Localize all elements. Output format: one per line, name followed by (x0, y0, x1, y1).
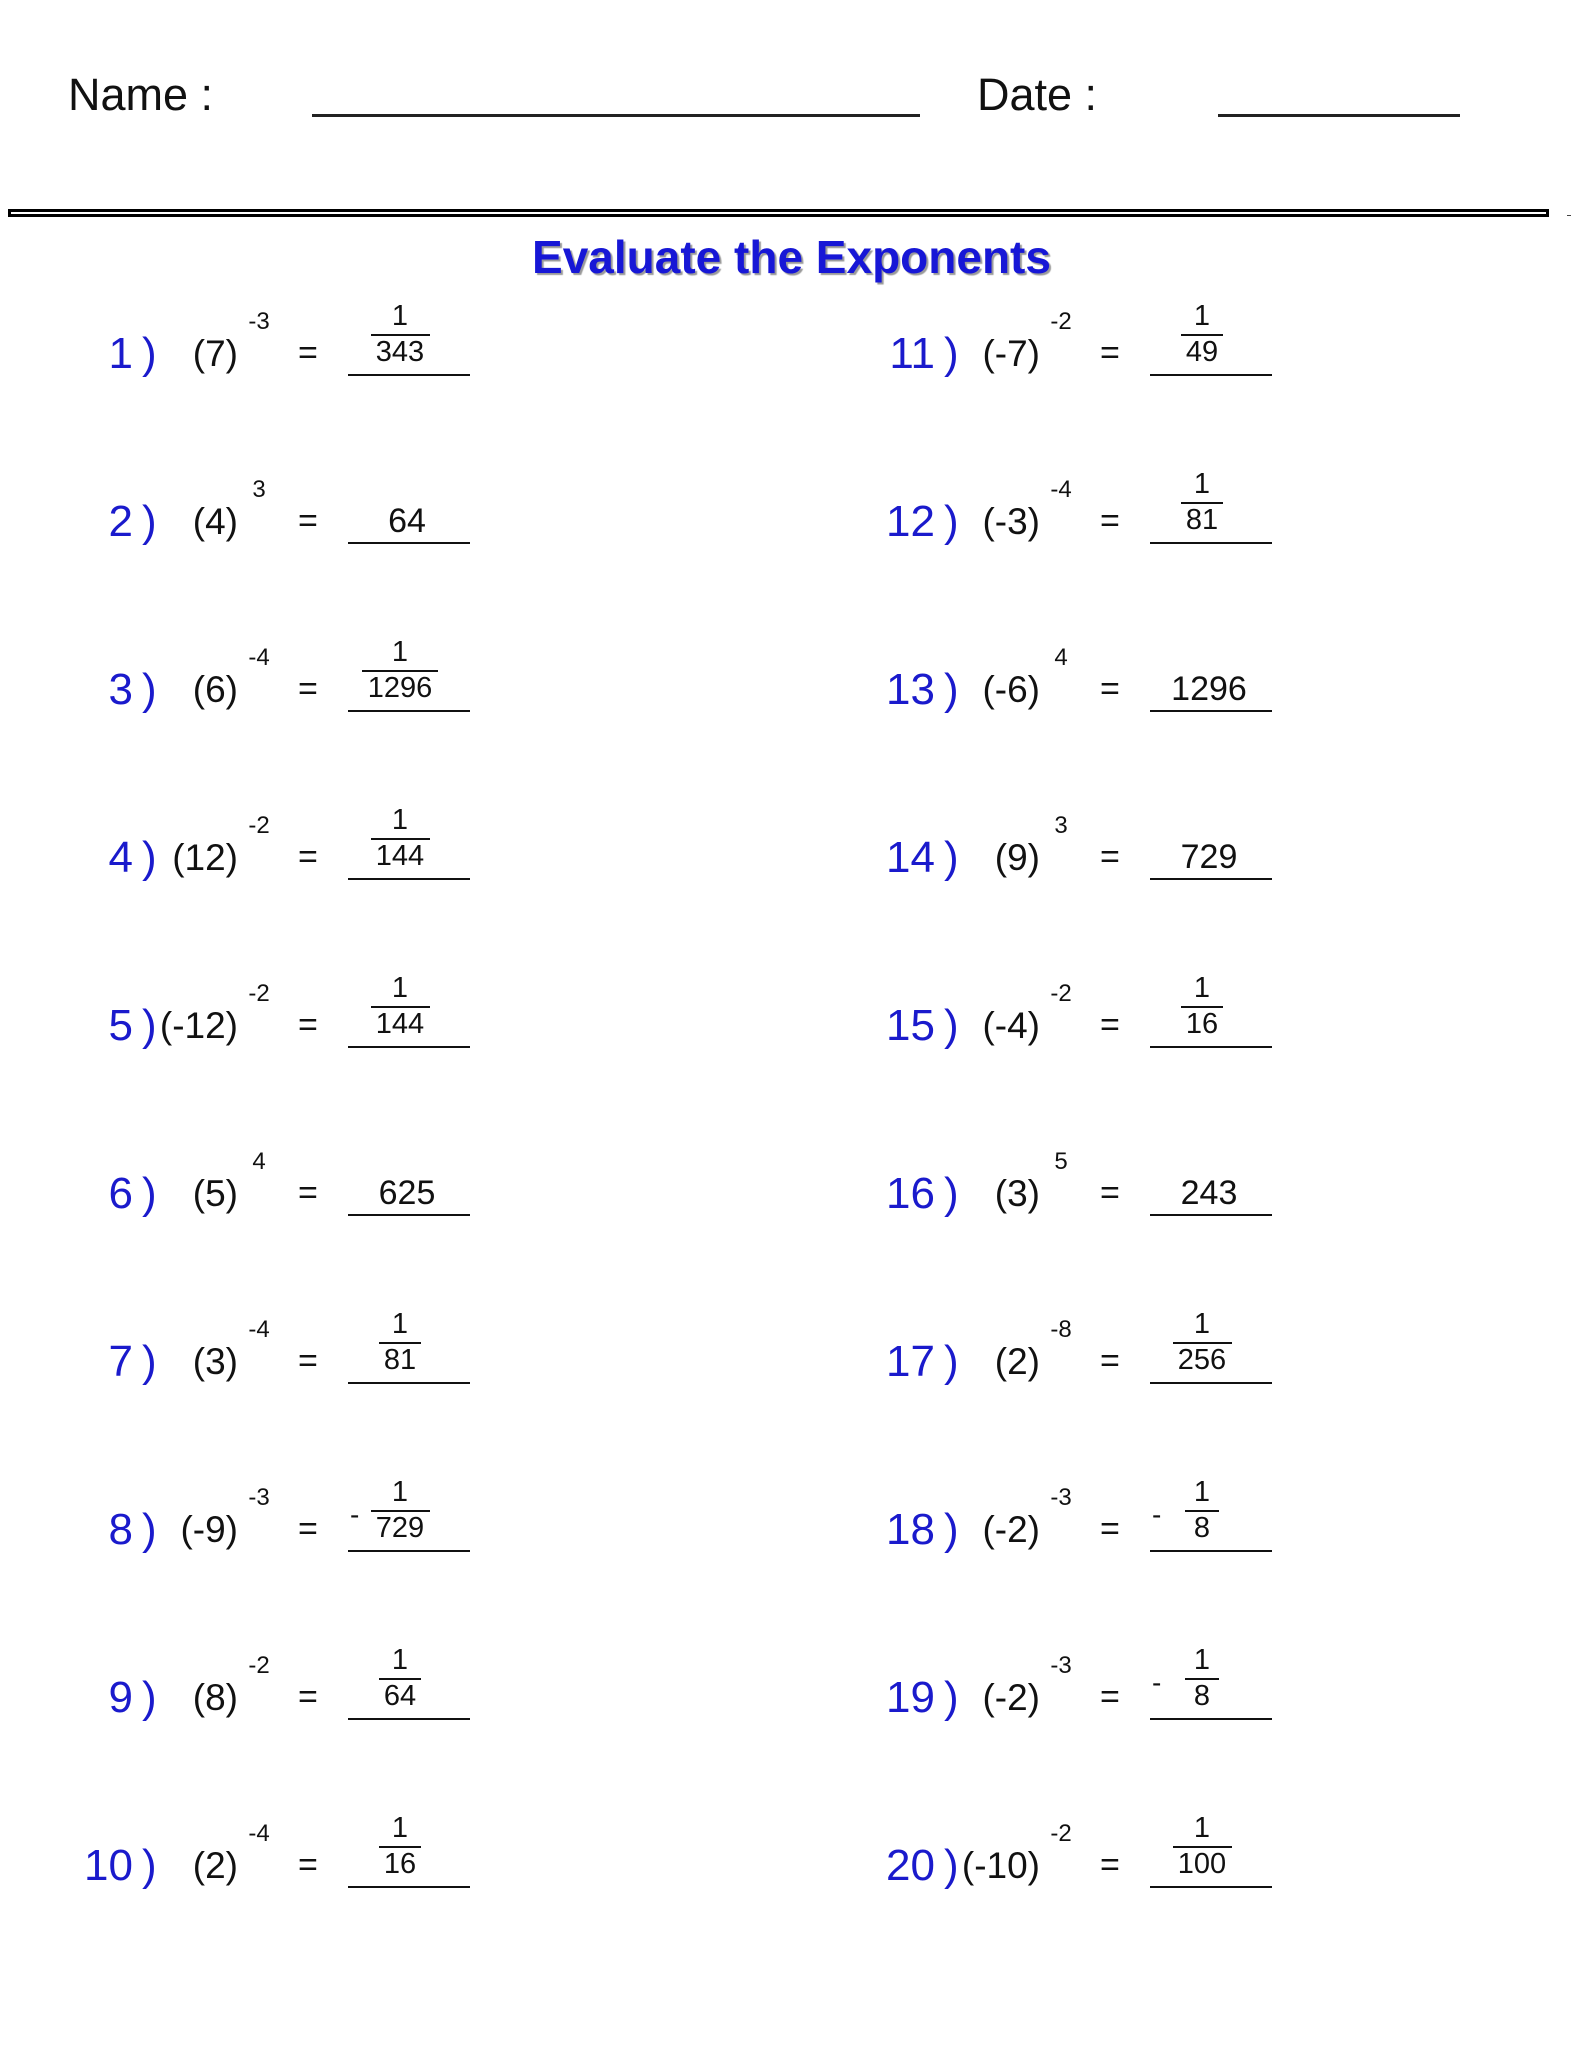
equals-sign: = (298, 1510, 318, 1548)
problem-base: (-2) (982, 1677, 1040, 1718)
problem-base: (-12) (159, 1005, 238, 1046)
problem-exponent: -3 (248, 1484, 270, 1511)
fraction-denominator: 729 (375, 1512, 425, 1544)
problem-number: 15 (886, 1001, 935, 1050)
answer-line[interactable] (348, 710, 470, 712)
answer-value: 1296 (1171, 670, 1247, 708)
equals-sign: = (1100, 1678, 1120, 1716)
problem-exponent: -3 (1050, 1484, 1072, 1511)
equals-sign: = (298, 1006, 318, 1044)
problem-base: (3) (994, 1173, 1040, 1214)
problem-item (802, 624, 1562, 744)
problem-item (0, 288, 760, 408)
problem-number: 3 (108, 665, 133, 714)
answer-line[interactable] (348, 1550, 470, 1552)
problem-exponent: -2 (1050, 980, 1072, 1007)
problem-number: 6 (108, 1169, 133, 1218)
problem-base: (-6) (982, 669, 1040, 710)
problem-base: (5) (192, 1173, 238, 1214)
equals-sign: = (1100, 502, 1120, 540)
problem-exponent: 5 (1054, 1148, 1068, 1175)
fraction-numerator: 1 (391, 972, 409, 1004)
equals-sign: = (1100, 1846, 1120, 1884)
problem-exponent: -4 (248, 644, 270, 671)
answer-fraction (1147, 974, 1257, 1039)
name-field-line[interactable] (312, 114, 920, 117)
problem-paren: ) (142, 497, 157, 546)
answer-fraction (1147, 1478, 1257, 1543)
problem-exponent: 4 (252, 1148, 266, 1175)
equals-sign: = (298, 1678, 318, 1716)
problem-exponent: -3 (248, 308, 270, 335)
fraction-denominator: 100 (1177, 1848, 1227, 1880)
fraction-denominator: 81 (1185, 504, 1219, 536)
fraction-numerator: 1 (1193, 1476, 1211, 1508)
fraction-denominator: 16 (1185, 1008, 1219, 1040)
answer-line[interactable] (348, 1886, 470, 1888)
problem-item (0, 960, 760, 1080)
answer-line[interactable] (1150, 1382, 1272, 1384)
problem-item (0, 1632, 760, 1752)
answer-line[interactable] (348, 878, 470, 880)
equals-sign: = (298, 1342, 318, 1380)
problem-item (802, 1128, 1562, 1248)
fraction-numerator: 1 (1193, 1644, 1211, 1676)
equals-sign: = (1100, 1006, 1120, 1044)
answer-line[interactable] (348, 1046, 470, 1048)
problem-paren: ) (944, 497, 959, 546)
fraction-denominator: 343 (375, 336, 425, 368)
fraction-numerator: 1 (1193, 1308, 1211, 1340)
problem-number: 4 (108, 833, 133, 882)
equals-sign: = (1100, 334, 1120, 372)
equals-sign: = (298, 838, 318, 876)
problem-item (0, 624, 760, 744)
problem-exponent: -2 (248, 1652, 270, 1679)
equals-sign: = (1100, 1342, 1120, 1380)
fraction-denominator: 16 (383, 1848, 417, 1880)
fraction-denominator: 256 (1177, 1344, 1227, 1376)
problem-base: (-9) (180, 1509, 238, 1550)
problem-base: (9) (994, 837, 1040, 878)
fraction-numerator: 1 (391, 300, 409, 332)
problem-paren: ) (142, 329, 157, 378)
equals-sign: = (298, 1174, 318, 1212)
problem-item (0, 1296, 760, 1416)
answer-fraction (345, 1310, 455, 1375)
problem-exponent: -2 (1050, 308, 1072, 335)
problem-base: (-10) (961, 1845, 1040, 1886)
answer-line[interactable] (1150, 542, 1272, 544)
problem-item (802, 1296, 1562, 1416)
answer-sign: - (1152, 1499, 1162, 1530)
answer-fraction (345, 806, 455, 871)
problem-exponent: -4 (1050, 476, 1072, 503)
problem-paren: ) (142, 1337, 157, 1386)
answer-line[interactable] (1150, 1046, 1272, 1048)
answer-value: 243 (1180, 1174, 1238, 1212)
answer-fraction (1147, 302, 1257, 367)
equals-sign: = (298, 334, 318, 372)
problem-base: (4) (192, 501, 238, 542)
answer-fraction (1147, 1310, 1257, 1375)
problem-base: (7) (192, 333, 238, 374)
problem-item (0, 792, 760, 912)
answer-line[interactable] (348, 1718, 470, 1720)
fraction-numerator: 1 (391, 1812, 409, 1844)
problem-number: 1 (108, 329, 133, 378)
problem-base: (3) (192, 1341, 238, 1382)
problem-base: (-3) (982, 501, 1040, 542)
problem-paren: ) (142, 833, 157, 882)
problem-exponent: -3 (1050, 1652, 1072, 1679)
problem-number: 2 (108, 497, 133, 546)
answer-fraction (1147, 1646, 1257, 1711)
answer-line[interactable] (1150, 1214, 1272, 1216)
problem-item (802, 456, 1562, 576)
problem-base: (6) (192, 669, 238, 710)
problem-paren: ) (944, 329, 959, 378)
problem-number: 5 (108, 1001, 133, 1050)
fraction-numerator: 1 (1193, 972, 1211, 1004)
problem-paren: ) (944, 833, 959, 882)
answer-fraction (345, 302, 455, 367)
answer-fraction (1147, 1814, 1257, 1879)
header-divider (8, 209, 1549, 217)
problem-number: 12 (886, 497, 935, 546)
answer-line[interactable] (348, 1382, 470, 1384)
fraction-denominator: 144 (375, 1008, 425, 1040)
fraction-denominator: 8 (1193, 1680, 1211, 1712)
fraction-numerator: 1 (391, 1476, 409, 1508)
problem-item (802, 1800, 1562, 1920)
equals-sign: = (1100, 670, 1120, 708)
problem-item (0, 1800, 760, 1920)
name-label: Name : (68, 69, 214, 120)
problem-exponent: 4 (1054, 644, 1068, 671)
answer-line[interactable] (1150, 1718, 1272, 1720)
problem-base: (-2) (982, 1509, 1040, 1550)
fraction-numerator: 1 (391, 636, 409, 668)
problem-exponent: -4 (248, 1316, 270, 1343)
problem-base: (12) (172, 837, 238, 878)
answer-line[interactable] (1150, 878, 1272, 880)
problem-paren: ) (142, 1169, 157, 1218)
answer-fraction (345, 638, 455, 703)
fraction-denominator: 64 (383, 1680, 417, 1712)
problem-item (0, 456, 760, 576)
problem-item (802, 288, 1562, 408)
answer-sign: - (350, 1499, 360, 1530)
problem-item (0, 1128, 760, 1248)
equals-sign: = (298, 502, 318, 540)
answer-line[interactable] (1150, 374, 1272, 376)
answer-line[interactable] (348, 542, 470, 544)
problem-number: 9 (108, 1673, 133, 1722)
problem-paren: ) (944, 1337, 959, 1386)
fraction-numerator: 1 (391, 804, 409, 836)
problem-paren: ) (944, 1841, 959, 1890)
problem-paren: ) (142, 1673, 157, 1722)
problem-item (802, 1464, 1562, 1584)
problem-number: 10 (84, 1841, 133, 1890)
fraction-denominator: 49 (1185, 336, 1219, 368)
problem-exponent: -2 (248, 980, 270, 1007)
answer-fraction (1147, 470, 1257, 535)
answer-value: 625 (378, 1174, 436, 1212)
equals-sign: = (1100, 1510, 1120, 1548)
problem-exponent: -2 (248, 812, 270, 839)
equals-sign: = (1100, 1174, 1120, 1212)
problem-exponent: 3 (252, 476, 266, 503)
problem-number: 19 (886, 1673, 935, 1722)
problem-number: 8 (108, 1505, 133, 1554)
problem-item (0, 1464, 760, 1584)
problem-number: 14 (886, 833, 935, 882)
answer-line[interactable] (1150, 710, 1272, 712)
problem-paren: ) (944, 1505, 959, 1554)
problem-exponent: -8 (1050, 1316, 1072, 1343)
fraction-numerator: 1 (391, 1308, 409, 1340)
problem-paren: ) (944, 1001, 959, 1050)
problem-exponent: -4 (248, 1820, 270, 1847)
fraction-denominator: 81 (383, 1344, 417, 1376)
problem-base: (-4) (982, 1005, 1040, 1046)
problem-number: 7 (108, 1337, 133, 1386)
problem-exponent: 3 (1054, 812, 1068, 839)
answer-sign: - (1152, 1667, 1162, 1698)
answer-fraction (345, 1814, 455, 1879)
equals-sign: = (298, 1846, 318, 1884)
problem-number: 11 (889, 329, 935, 378)
answer-line[interactable] (1150, 1550, 1272, 1552)
answer-line[interactable] (348, 374, 470, 376)
fraction-denominator: 144 (375, 840, 425, 872)
problem-number: 13 (886, 665, 935, 714)
answer-fraction (345, 1478, 455, 1543)
answer-value: 64 (388, 502, 426, 540)
fraction-numerator: 1 (1193, 1812, 1211, 1844)
problem-paren: ) (142, 1505, 157, 1554)
equals-sign: = (1100, 838, 1120, 876)
problem-item (802, 792, 1562, 912)
fraction-numerator: 1 (391, 1644, 409, 1676)
date-field-line[interactable] (1218, 114, 1460, 117)
answer-value: 729 (1180, 838, 1238, 876)
answer-line[interactable] (1150, 1886, 1272, 1888)
worksheet-title: Evaluate the Exponents (532, 231, 1051, 283)
problem-paren: ) (944, 1673, 959, 1722)
problem-exponent: -2 (1050, 1820, 1072, 1847)
problem-paren: ) (142, 1001, 157, 1050)
problem-paren: ) (944, 665, 959, 714)
fraction-numerator: 1 (1193, 300, 1211, 332)
problem-number: 17 (886, 1337, 935, 1386)
fraction-denominator: 8 (1193, 1512, 1211, 1544)
problem-paren: ) (142, 1841, 157, 1890)
fraction-numerator: 1 (1193, 468, 1211, 500)
date-label: Date : (977, 69, 1098, 120)
problem-number: 20 (886, 1841, 935, 1890)
problem-paren: ) (944, 1169, 959, 1218)
problem-item (802, 960, 1562, 1080)
equals-sign: = (298, 670, 318, 708)
problem-number: 18 (886, 1505, 935, 1554)
problem-number: 16 (886, 1169, 935, 1218)
problem-paren: ) (142, 665, 157, 714)
fraction-denominator: 1296 (367, 672, 433, 704)
problem-base: (2) (192, 1845, 238, 1886)
problem-base: (2) (994, 1341, 1040, 1382)
answer-fraction (345, 1646, 455, 1711)
problem-base: (8) (192, 1677, 238, 1718)
edge-mark (1567, 215, 1571, 216)
answer-fraction (345, 974, 455, 1039)
problem-item (802, 1632, 1562, 1752)
problem-base: (-7) (982, 333, 1040, 374)
answer-line[interactable] (348, 1214, 470, 1216)
